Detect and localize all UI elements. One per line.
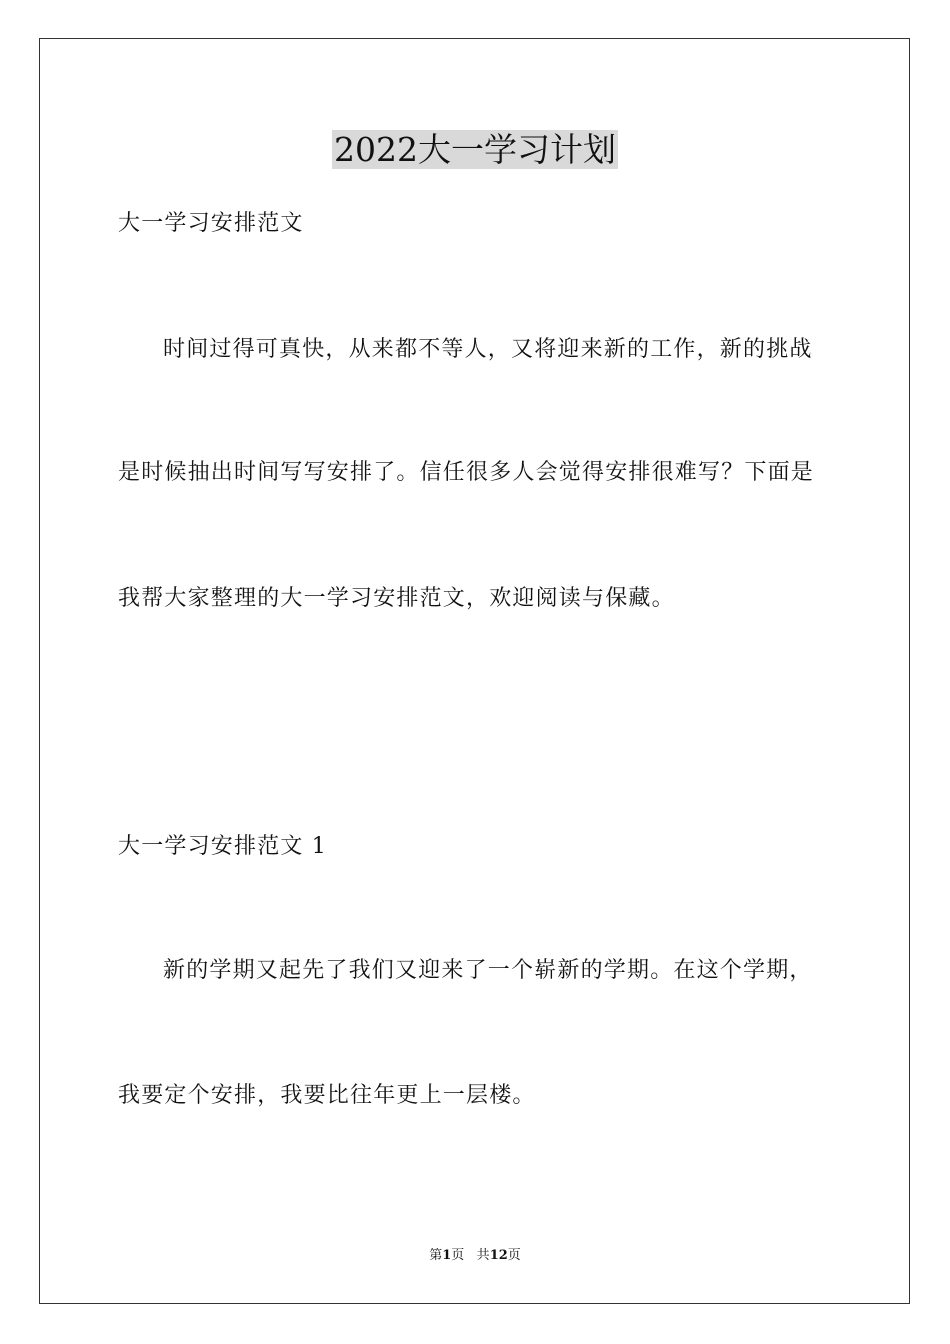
footer-page-number: 1 — [442, 1248, 452, 1263]
document-title-text: 2022大一学习计划 — [334, 130, 616, 169]
document-title — [0, 128, 950, 172]
example-heading: 大一学习安排范文 1 — [118, 834, 327, 859]
footer-total-pages: 12 — [489, 1248, 508, 1263]
footer-page-prefix: 第 — [429, 1248, 443, 1263]
intro-line-2: 是时候抽出时间写写安排了。信任很多人会觉得安排很难写？下面是 — [118, 460, 815, 485]
intro-line-3: 我帮大家整理的大一学习安排范文，欢迎阅读与保藏。 — [118, 586, 675, 611]
intro-line-1: 时间过得可真快，从来都不等人，又将迎来新的工作，新的挑战 — [163, 337, 813, 362]
footer-page-suffix: 页 — [451, 1248, 465, 1263]
section-heading: 大一学习安排范文 — [118, 211, 304, 236]
example-line-2: 我要定个安排，我要比往年更上一层楼。 — [118, 1083, 536, 1108]
footer-total-prefix: 共 — [476, 1248, 490, 1263]
page-footer — [0, 1247, 950, 1265]
footer-total-suffix: 页 — [507, 1248, 521, 1263]
example-line-1: 新的学期又起先了我们又迎来了一个崭新的学期。在这个学期， — [163, 958, 813, 983]
